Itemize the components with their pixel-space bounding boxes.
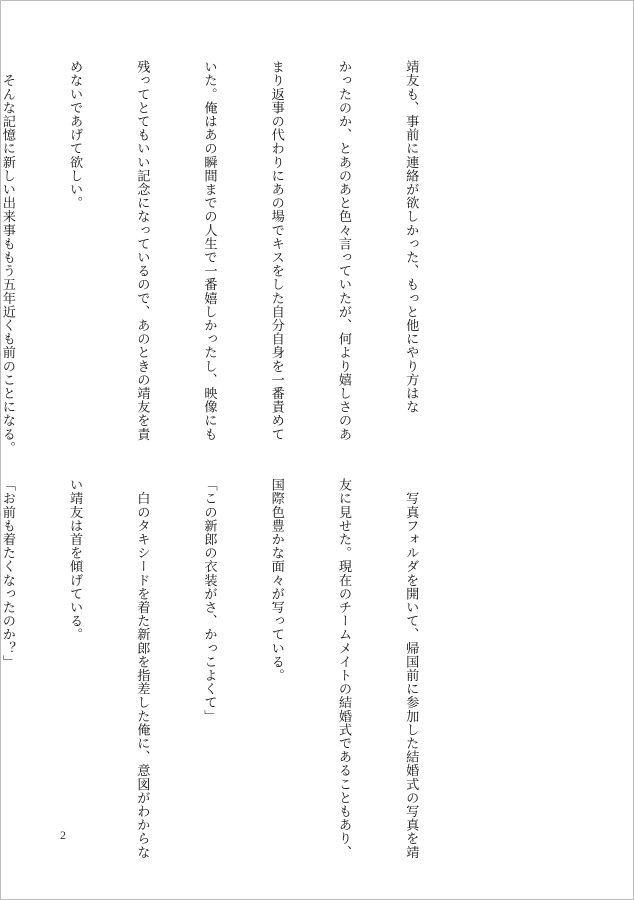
text-line: 残ってとてもいい記念になっているので、あのときの靖友を責: [134, 60, 150, 441]
text-line: 靖友も、事前に連絡が欲しかった、もっと他にやり方はな: [403, 60, 419, 414]
text-line: 「お前も着たくなったのか？」: [0, 478, 15, 669]
text-block-bottom: [0, 478, 466, 859]
text-block-top: [0, 60, 466, 455]
text-line: そんな記憶に新しい出来事ももう五年近くも前のことになる。: [0, 60, 15, 455]
text-line: 「この新郎の衣装がさ、かっこよくて」: [201, 478, 217, 723]
text-line: 写真フォルダを開いて、帰国前に参加した結婚式の写真を靖: [403, 478, 419, 859]
text-line: 白のタキシードを着た新郎を指差した俺に、意図がわからな: [134, 478, 150, 859]
text-line: めないであげて欲しい。: [67, 60, 83, 210]
text-line: い靖友は首を傾げている。: [67, 478, 83, 642]
text-line: 友に見せた。現在のチームメイトの結婚式であることもあり、: [335, 478, 351, 859]
text-line: 国際色豊かな面々が写っている。: [268, 478, 284, 682]
text-line: まり返事の代わりにあの場でキスをした自分自身を一番責めて: [268, 60, 284, 441]
text-line: かったのか、とあのあと色々言っていたが、何より嬉しさのあ: [335, 60, 351, 441]
text-line: いた。俺はあの瞬間までの人生で一番嬉しかったし、映像にも: [201, 60, 217, 441]
page-number: 2: [60, 828, 66, 842]
